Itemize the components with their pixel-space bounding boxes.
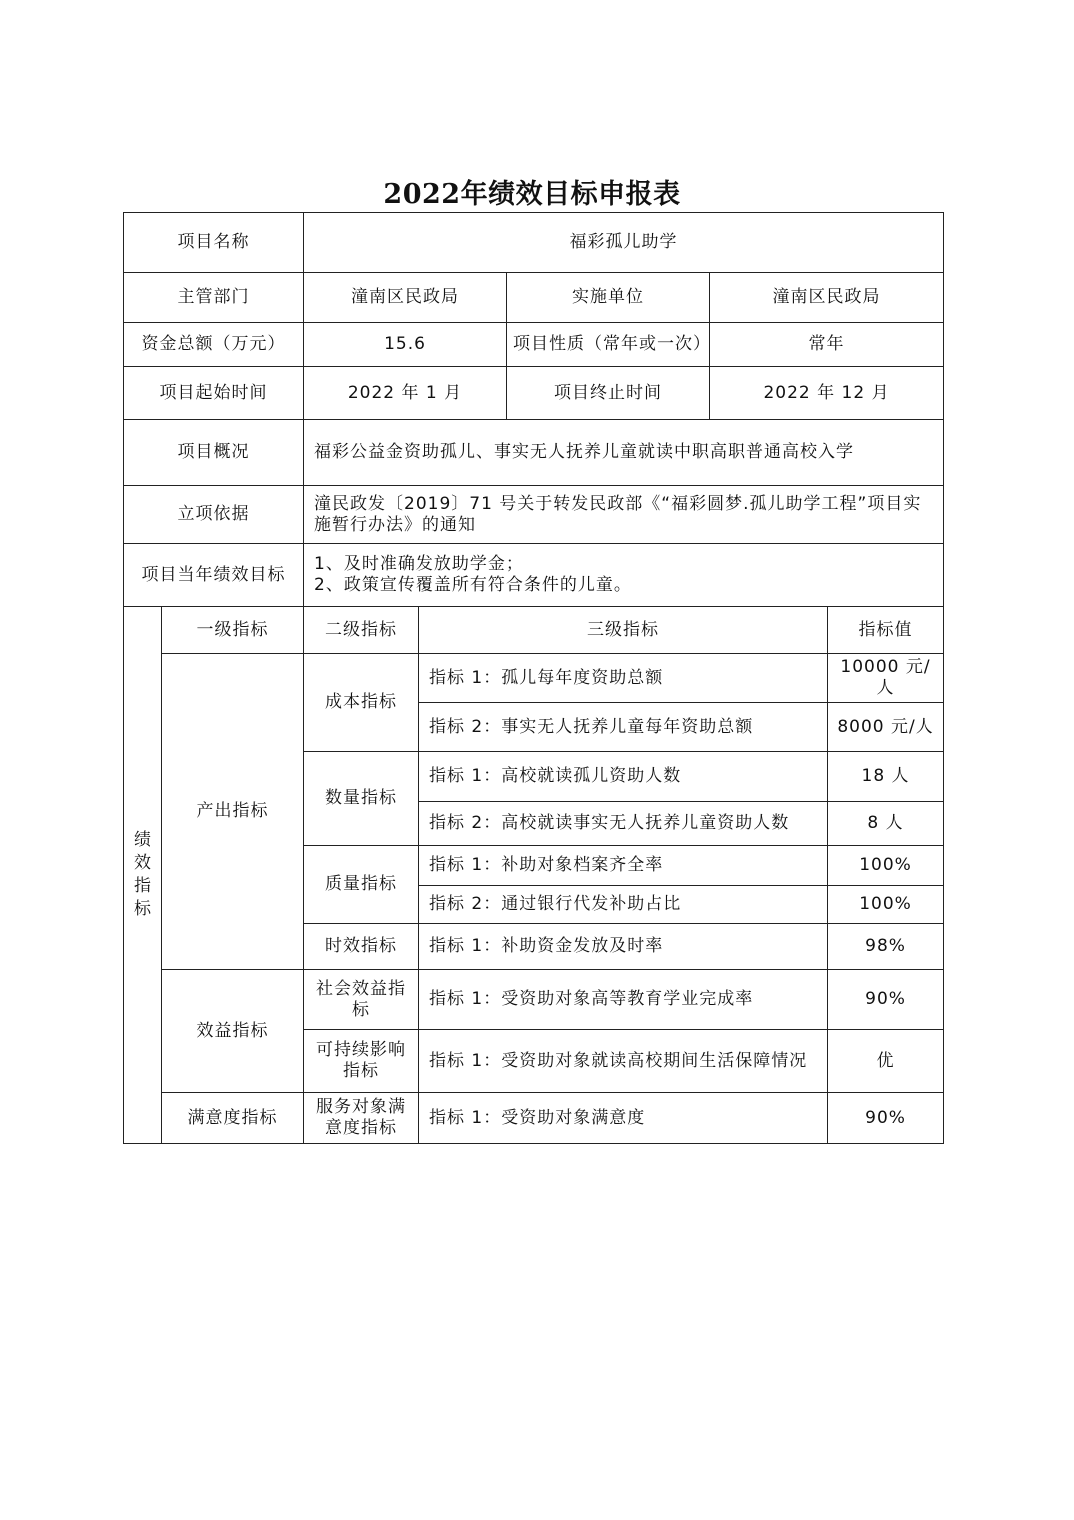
page-title: 2022年绩效目标申报表 [383,179,681,210]
qty-indicator-1: 指标 1：高校就读孤儿资助人数 [419,752,828,802]
perf-side-label: 绩效指标 [124,607,162,1144]
start-label: 项目起始时间 [124,367,304,420]
goal-value [304,544,944,607]
fund-value: 15.6 [304,323,507,367]
row-perf-header [124,607,944,654]
time-indicator-1: 指标 1：补助资金发放及时率 [419,924,828,970]
level2-quantity: 数量指标 [304,752,419,846]
qty-value-2: 8 人 [828,802,944,846]
row-goal [124,544,944,607]
sustain-indicator-1: 指标 1：受资助对象就读高校期间生活保障情况 [419,1030,828,1093]
level2-service: 服务对象满意度指标 [304,1093,419,1144]
social-value-1: 90% [828,970,944,1030]
goal-label: 项目当年绩效目标 [124,544,304,607]
cost-indicator-2: 指标 2：事实无人抚养儿童每年资助总额 [419,703,828,752]
row-project-name [124,213,944,273]
end-value: 2022 年 12 月 [710,367,944,420]
quality-value-2: 100% [828,886,944,924]
row-overview [124,420,944,486]
service-indicator-1: 指标 1：受资助对象满意度 [419,1093,828,1144]
cost-value-1: 10000 元/人 [828,654,944,703]
table-row [124,970,944,1030]
time-value-1: 98% [828,924,944,970]
quality-indicator-1: 指标 1：补助对象档案齐全率 [419,846,828,886]
overview-value: 福彩公益金资助孤儿、事实无人抚养儿童就读中职高职普通高校入学 [304,420,944,486]
header-level3: 三级指标 [419,607,828,654]
fund-label: 资金总额（万元） [124,323,304,367]
qty-value-1: 18 人 [828,752,944,802]
level2-social: 社会效益指标 [304,970,419,1030]
table-row [124,654,944,703]
start-value: 2022 年 1 月 [304,367,507,420]
qty-indicator-2: 指标 2：高校就读事实无人抚养儿童资助人数 [419,802,828,846]
cost-indicator-1: 指标 1：孤儿每年度资助总额 [419,654,828,703]
social-indicator-1: 指标 1：受资助对象高等教育学业完成率 [419,970,828,1030]
basis-value: 潼民政发〔2019〕71 号关于转发民政部《“福彩圆梦.孤儿助学工程”项目实施暂行办法》的通知 [304,486,944,544]
dept-value: 潼南区民政局 [304,273,507,323]
level2-timeliness: 时效指标 [304,924,419,970]
project-name-value: 福彩孤儿助学 [304,213,944,273]
performance-table [123,212,944,1144]
nature-value: 常年 [710,323,944,367]
service-value-1: 90% [828,1093,944,1144]
sustain-value-1: 优 [828,1030,944,1093]
quality-value-1: 100% [828,846,944,886]
end-label: 项目终止时间 [507,367,710,420]
overview-label: 项目概况 [124,420,304,486]
level2-cost: 成本指标 [304,654,419,752]
row-department [124,273,944,323]
level1-benefit: 效益指标 [162,970,304,1093]
goal-item-1: 1、及时准确发放助学金； [314,554,524,574]
header-level1: 一级指标 [162,607,304,654]
row-basis [124,486,944,544]
impl-value: 潼南区民政局 [710,273,944,323]
dept-label: 主管部门 [124,273,304,323]
project-name-label: 项目名称 [124,213,304,273]
header-level2: 二级指标 [304,607,419,654]
header-value: 指标值 [828,607,944,654]
basis-label: 立项依据 [124,486,304,544]
cost-value-2: 8000 元/人 [828,703,944,752]
table-row [124,1093,944,1144]
row-time [124,367,944,420]
level2-sustain: 可持续影响指标 [304,1030,419,1093]
level1-output: 产出指标 [162,654,304,970]
row-fund [124,323,944,367]
level1-satisfaction: 满意度指标 [162,1093,304,1144]
impl-label: 实施单位 [507,273,710,323]
goal-item-2: 2、政策宣传覆盖所有符合条件的儿童。 [314,575,632,595]
level2-quality: 质量指标 [304,846,419,924]
quality-indicator-2: 指标 2：通过银行代发补助占比 [419,886,828,924]
nature-label: 项目性质（常年或一次） [507,323,710,367]
